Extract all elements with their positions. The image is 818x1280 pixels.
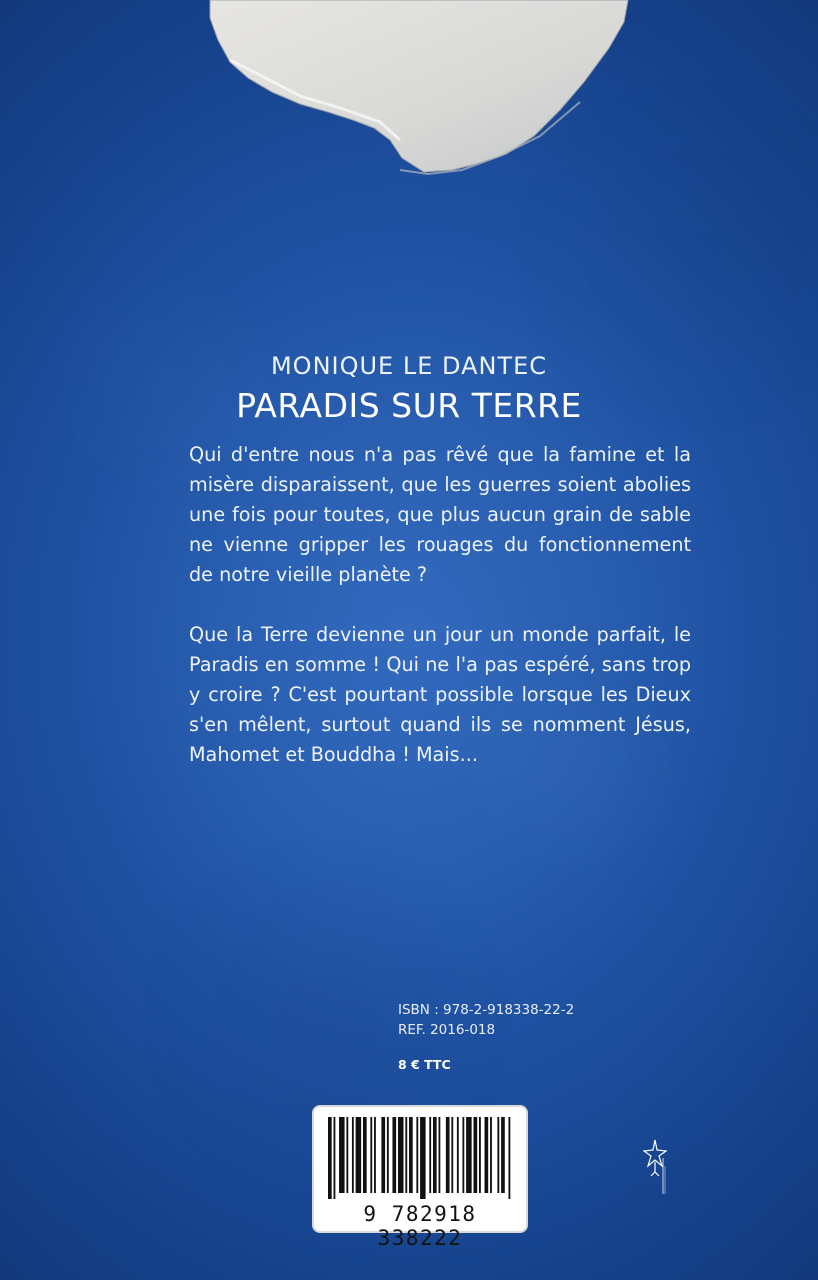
blurb-paragraph-2: Que la Terre devienne un jour un monde parfait, le Paradis en somme ! Qui ne l'a pas espéré, sans trop y croire ? C'est pourtant possible lorsque les Dieux s'en mêlent, surtout quand ils se nomment Jésus, Mahomet et Bouddha ! Mais...	[189, 623, 691, 766]
star-figure-icon	[643, 1138, 673, 1198]
barcode-bar	[339, 1117, 345, 1193]
barcode-bar	[508, 1117, 510, 1199]
reference-line: REF. 2016-018	[398, 1022, 496, 1038]
barcode-bar	[433, 1117, 437, 1193]
barcode-bar	[457, 1117, 459, 1193]
author-name: MONIQUE LE DANTEC	[270, 352, 548, 380]
blurb-paragraph-1: Qui d'entre nous n'a pas rêvé que la famine et la misère disparaissent, que les guerres soient abolies une fois pour toutes, que plus aucun grain de sable ne vienne gripper les rouages du fonctionnement de notre vieille planète ?	[189, 443, 691, 586]
book-title: PARADIS SUR TERRE	[236, 386, 582, 425]
barcode-bar	[374, 1117, 376, 1193]
price-label: 8 € TTC	[398, 1057, 451, 1072]
barcode-icon	[328, 1117, 514, 1199]
barcode-bar	[352, 1117, 354, 1193]
barcode-bar	[466, 1117, 472, 1193]
barcode-bar	[497, 1117, 499, 1193]
barcode-bar	[485, 1117, 489, 1193]
barcode-bar	[439, 1117, 441, 1193]
barcode-bar	[473, 1117, 477, 1193]
barcode-bar	[392, 1117, 396, 1193]
barcode-bar	[479, 1117, 481, 1193]
barcode-bar	[429, 1117, 431, 1193]
barcode-bar	[387, 1117, 389, 1193]
barcode-bar	[409, 1117, 413, 1193]
barcode-bar	[370, 1117, 372, 1193]
barcode-bar	[405, 1117, 407, 1193]
barcode-bar	[446, 1117, 450, 1193]
barcode-box	[312, 1105, 528, 1250]
barcode-bar	[328, 1117, 332, 1199]
barcode-bar	[416, 1117, 418, 1193]
back-cover-blurb	[189, 440, 691, 770]
barcode-bar	[398, 1117, 404, 1193]
barcode-bar	[420, 1117, 426, 1199]
barcode-bar	[462, 1117, 464, 1193]
barcode-bar	[346, 1117, 348, 1193]
barcode-bar	[451, 1117, 453, 1193]
barcode-bar	[363, 1117, 367, 1193]
barcode-bar	[501, 1117, 505, 1193]
barcode-digits: 9 782918 338222	[363, 1202, 477, 1250]
isbn-line: ISBN : 978-2-918338-22-2	[398, 1002, 575, 1018]
barcode-bar	[356, 1117, 362, 1193]
barcode-bar	[381, 1117, 385, 1193]
torn-paper-scrap	[0, 0, 818, 190]
barcode-bar	[334, 1117, 336, 1199]
barcode-bar	[490, 1117, 492, 1193]
